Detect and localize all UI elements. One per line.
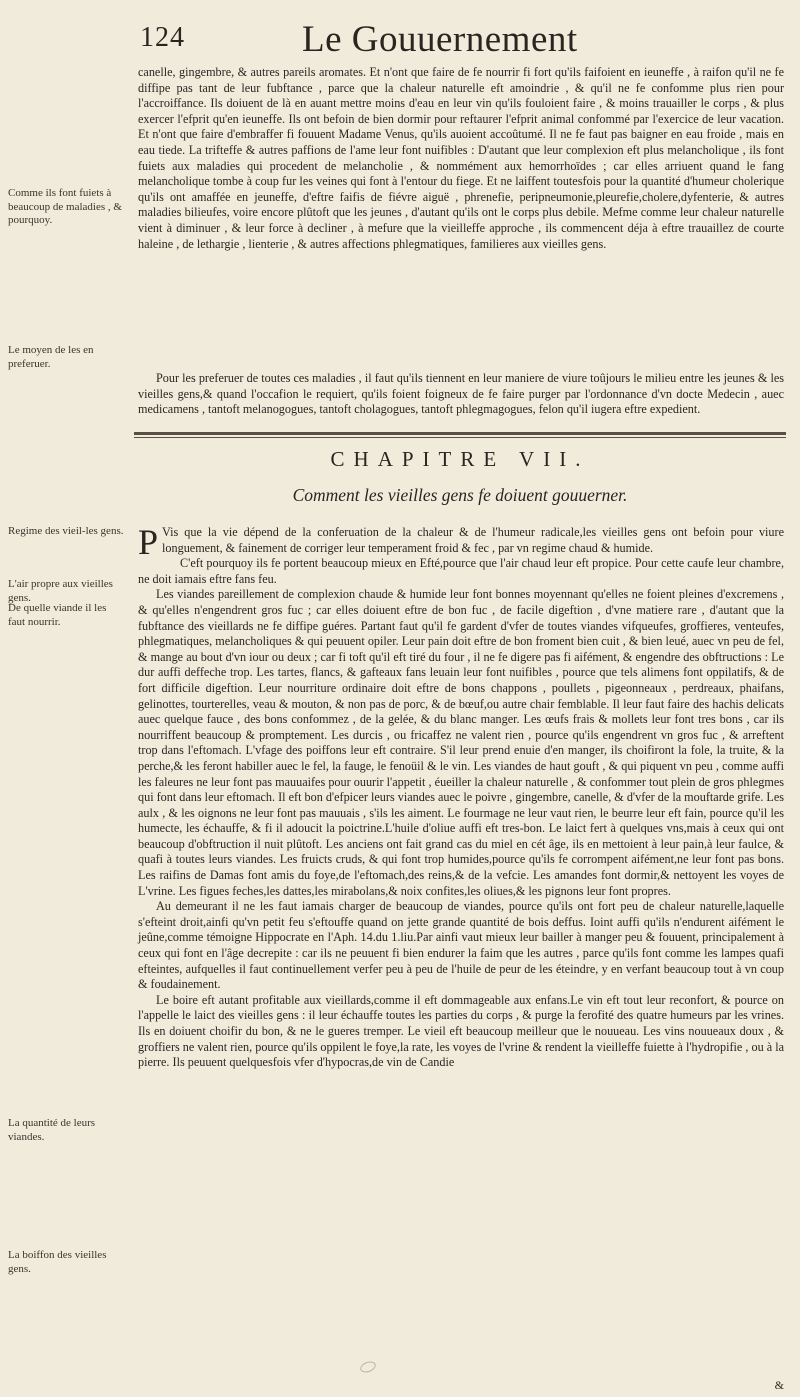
margin-note: La quantité de leurs viandes. bbox=[8, 1117, 96, 1143]
paragraph-text: Vis que la vie dépend de la conferuation de la chaleur & de l'humeur radicale,les vieilles gens ont befoin pour viure longuement, & fainement de corriger leur temperament froid & fec , par vn regime chaud & humide. bbox=[162, 525, 784, 555]
paragraph-with-dropcap bbox=[138, 522, 784, 562]
ornamental-rule-thin bbox=[134, 437, 786, 438]
paper-mark bbox=[359, 1360, 377, 1375]
paragraph: C'eft pourquoy ils fe portent beaucoup mieux en Efté,pource que l'air chaud leur eft propice. Pour cette caufe leur chambre, ne doit iamais eftre fans feu. bbox=[138, 556, 784, 586]
chapter-title: Comment les vieilles gens fe doiuent gouuerner. bbox=[292, 485, 628, 505]
paragraph: Pour les preferuer de toutes ces maladies , il faut qu'ils tiennent en leur maniere de viure toûjours le milieu entre les jeunes & les vieilles gens,& quand l'occafion le requiert, qu'ils foient foigneux de fe faire purger par l'ordonnance d'vn docte Medecin , auec medicamens , tantoft melanogogues, tantoft cholagogues, tantoft phlegmagogues, felon qu'il iugera eftre expedient. bbox=[138, 371, 784, 417]
running-title: Le Gouuernement bbox=[302, 19, 578, 60]
margin-note: Comme ils font fuiets à beaucoup de maladies , & pourquoy. bbox=[8, 187, 122, 226]
page-number: 124 bbox=[140, 22, 185, 53]
margin-note: De quelle viande il les faut nourrir. bbox=[8, 602, 107, 628]
paragraph: Le boire eft autant profitable aux vieillards,comme il eft dommageable aux enfans.Le vin eft tout leur reconfort, & pource on l'appelle le laict des vieilles gens : il leur échauffe toutes les parties du corps , & purge la ferofité des quatre humeurs par les vrines. Ils en doiuent choifir du bon, & ne le gueres tremper. Le vieil eft beaucoup meilleur que le nouueau. Les vins nouueaux doux , & groffiers ne valent rien, pource qu'ils oppilent le foye,la rate, les voyes de l'vrine & rendent la vieilleffe fuiette à l'hydropifie , ou à la pierre. Ils peuuent quelquesfois vfer d'hypocras,de vin de Candie bbox=[138, 992, 784, 1070]
chapter-heading: CHAPITRE VII. bbox=[330, 447, 590, 471]
paragraph: Les viandes pareillement de complexion chaude & humide leur font bonnes moyennant qu'elles ne foient pleines d'excremens , & qu'elles n'engendrent gros fuc ; car elles doiuent eftre de bon fuc , de facile digeftion , d'vne matiere rare , d'autant que la fubftance des vieillards ne fe diffipe guéres. Partant faut qu'il fe gardent d'vfer de toutes viandes vifqueufes, groffieres, venteufes, phlegmatiques, melancholiques & qui peuuent opiler. Leur pain doit eftre de bon froment bien cuit , & bien leué, auec vn peu de fel, & mange au bout d'vn iour ou deux ; car fi toft qu'il eft tiré du four , il ne fe digere pas fi aifément, & engendre des obftructions : Le dur auffi deffeche trop. Les tartes, flancs, & gafteaux fans leuain leur font nuifibles , pource que tels alimens font oppilatifs, & de fort difficile digeftion. Leur nourriture ordinaire doit eftre de bons chappons , poullets , pigeonneaux , perdreaux, phaifans, gelinottes, tourterelles, veau & mouton, & non pas de porc, & de bœuf,ou autre chair femblable. Il leur faut faire des hachis delicats auec quelque fauce , des bons confommez , de la gelée, & du blanc manger. Les œufs frais & mollets leur font tres bons , car ils nourriffent beaucoup & promptement. Les durcis , ou fricaffez ne valent rien , pource qu'ils engendrent vn gros fuc , & arreftent trop dans l'eftomach. L'vfage des poiffons leur eft contraire. S'il leur prend enuie d'en manger, ils choifiront la fole, la truite, & la perche,& les feront habiller auec le fel, la fauge, le fenoüil & le vin. Les viandes de haut gouft , & qui piquent vn peu , comme auffi les faleures ne leur font pas mauuaifes pour ouurir l'appetit , éueiller la chaleur naturelle , & confommer tout plein de gros phlegmes qui font dans leur eftomach. Il eft bon d'efpicer leurs viandes auec le poivre , gingembre, canelle, & d'vfer de la mouftarde grife. Les aulx , & les oignons ne leur font pas mauuais , s'ils les aiment. Le fourmage ne leur vaut rien, le beurre leur eft fain, pource qu'il les humecte, les échauffe, & fi il adoucit la poictrine.L'huile d'oliue auffi eft tres-bon. Le laict fert à quelques vns,mais à ceux qui ont beaucoup d'obftruction il nuit plûtoft. Les anciens ont fait grand cas du miel en cét âge, ils en mettoient à leur pain,à leur faulce, & quafi à toutes leurs viandes. Les fruicts cruds, & qui font trop humides,pource qu'ils fe corrompent aifément,ne leur font pas bons. Les raifins de Damas font amis du foye,de l'eftomach,des reins,& de la vefcie. Les amandes font dormir,& nettoyent les voyes de L'vrine. Les figues feches,les dattes,les mirabolans,& noix confites,les oliues,& les pignons leur font propres. bbox=[138, 587, 785, 898]
margin-note: La boiffon des vieilles gens. bbox=[8, 1249, 107, 1275]
body-text-chapter bbox=[138, 522, 785, 1071]
paragraph: canelle, gingembre, & autres pareils aromates. Et n'ont que faire de fe nourrir fi fort qu'ils faifoient en ieuneffe , à raifon qu'il ne fe diffipe pas tant de leur fubftance , parce que la chaleur naturelle eft amoindrie , & qu'il ne fe confomme plus rien pour l'accroiffance. Ils doiuent de là en auant mettre moins d'eau en leur vin qu'ils fouloient faire , & moins trauailler le corps , & plus exercer l'efprit qu'en ieuneffe. Ils ont befoin de bien dormir pour reftaurer l'efprit animal confommé par l'exercice de leur vacation. Et n'ont que faire d'embraffer fi fouuent Madame Venus, qu'ils auoient accoûtumé. Il ne fe faut pas baigner en eau froide , mais en eau tiede. La trifteffe & autres paffions de l'ame leur font nuifibles : D'autant que leur complexion eft plus melancholique , ils font fuiets aux maladies qui procedent de melancholie , & nommément aux hemorrhoïdes ; car elles arriuent quand le fang melancholique tombe à coup fur les veines qui font à l'entour du fiege. Et ne laiffent toutesfois pour la quantité d'humeur cholerique qu'ils ont amaffée en jeuneffe, d'eftre faifis de fiévre aiguë , phrenefie, peripneumonie,pleurefie,cholere,dyfenterie, & autres maladies bilieufes, voire encore plûtoft que les jeunes , d'autant qu'ils ont le corps plus debile. Mefme comme leur chaleur naturelle vient à diminuer , & leur force à decliner , à mefure que la vieilleffe approche , ils commencent déja à eftre trauaillez de courte haleine , de lethargie , lienterie , & autres affections phlegmatiques, familieres aux vieilles gens. bbox=[138, 65, 784, 251]
page-header bbox=[140, 18, 780, 68]
catchword: & bbox=[774, 1378, 784, 1392]
margin-note: Le moyen de les en preferuer. bbox=[8, 344, 94, 370]
margin-note: Regime des vieil-les gens. bbox=[8, 525, 124, 537]
paragraph: Au demeurant il ne les faut iamais charger de beaucoup de viandes, pource qu'ils ont fort peu de chaleur naturelle,laquelle s'efteint droit,ainfi qu'vn petit feu s'eftouffe quand on jette grande quantité de bois deffus. Ioint auffi qu'ils n'endurent aifément le jeûne,comme témoigne Hippocrate en l'Aph. 14.du 1.liu.Par ainfi vaut mieux leur bailler à manger peu & fouuent, principalement à ceux qui font en l'âge decrepite : car ils ne peuuent fi bien endurer la faim que les autres , parce qu'ils font comme les lampes quafi efteintes, aufquelles il faut continuellement verfer peu à peu de l'huile de peur de les éteindre, y en verfant beaucoup tout à vn coup & foudainement. bbox=[138, 899, 784, 992]
drop-cap: P bbox=[138, 522, 159, 562]
body-text-top bbox=[138, 65, 784, 252]
margin-note: L'air propre aux vieilles gens. bbox=[8, 578, 113, 604]
body-text-preservation bbox=[138, 371, 784, 418]
ornamental-rule bbox=[134, 432, 786, 435]
